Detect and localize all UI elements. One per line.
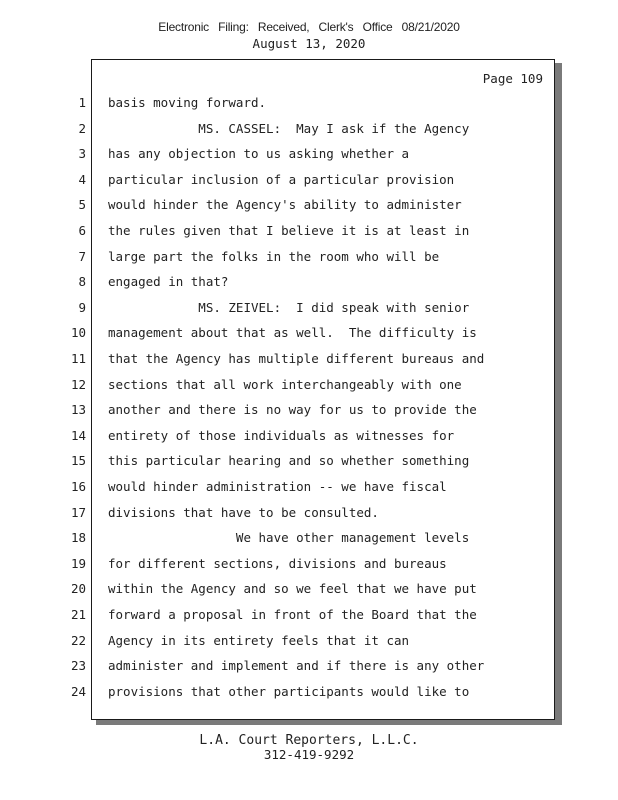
line-number: 22 <box>70 633 86 648</box>
line-text: within the Agency and so we feel that we have put <box>108 581 477 596</box>
line-number: 12 <box>70 377 86 392</box>
line-text: another and there is no way for us to provide the <box>108 402 477 417</box>
page-number: Page 109 <box>482 71 543 86</box>
line-number: 18 <box>70 530 86 545</box>
line-text: We have other management levels <box>108 530 470 545</box>
line-text: large part the folks in the room who will be <box>108 249 440 264</box>
line-text: particular inclusion of a particular provision <box>108 172 455 187</box>
line-number: 3 <box>78 146 86 161</box>
line-text: the rules given that I believe it is at least in <box>108 223 470 238</box>
line-number: 9 <box>78 300 86 315</box>
line-number: 17 <box>70 505 86 520</box>
line-text: that the Agency has multiple different bureaus and <box>108 351 485 366</box>
line-text: provisions that other participants would like to <box>108 684 470 699</box>
line-number: 7 <box>78 249 86 264</box>
line-text: has any objection to us asking whether a <box>108 146 410 161</box>
line-text: engaged in that? <box>108 274 229 289</box>
line-text: entirety of those individuals as witnesses for <box>108 428 455 443</box>
line-text: Agency in its entirety feels that it can <box>108 633 410 648</box>
line-text: basis moving forward. <box>108 95 267 110</box>
reporter-company: L.A. Court Reporters, L.L.C. <box>199 733 419 748</box>
line-number: 11 <box>70 351 86 366</box>
line-number: 13 <box>70 402 86 417</box>
line-number: 23 <box>70 658 86 673</box>
line-number: 20 <box>70 581 86 596</box>
line-number: 10 <box>70 325 86 340</box>
line-text: MS. CASSEL: May I ask if the Agency <box>108 121 470 136</box>
line-number: 6 <box>78 223 86 238</box>
line-number: 2 <box>78 121 86 136</box>
line-text: for different sections, divisions and bureaus <box>108 556 447 571</box>
line-text: would hinder the Agency's ability to administer <box>108 197 462 212</box>
line-number: 24 <box>70 684 86 699</box>
line-text: divisions that have to be consulted. <box>108 505 379 520</box>
line-text: management about that as well. The difficulty is <box>108 325 477 340</box>
line-number: 16 <box>70 479 86 494</box>
line-number: 19 <box>70 556 86 571</box>
line-number: 14 <box>70 428 86 443</box>
hearing-date: August 13, 2020 <box>252 36 366 51</box>
line-number: 1 <box>78 95 86 110</box>
line-number: 4 <box>78 172 86 187</box>
line-text: MS. ZEIVEL: I did speak with senior <box>108 300 470 315</box>
line-text: would hinder administration -- we have fiscal <box>108 479 447 494</box>
line-text: sections that all work interchangeably with one <box>108 377 462 392</box>
line-number: 5 <box>78 197 86 212</box>
line-number: 15 <box>70 453 86 468</box>
line-text: administer and implement and if there is any other <box>108 658 485 673</box>
line-text: this particular hearing and so whether something <box>108 453 470 468</box>
line-number: 21 <box>70 607 86 622</box>
line-text: forward a proposal in front of the Board that the <box>108 607 477 622</box>
reporter-phone: 312-419-9292 <box>263 747 355 762</box>
line-number: 8 <box>78 274 86 289</box>
filing-stamp: Electronic Filing: Received, Clerk's Office 08/21/2020 <box>158 20 460 34</box>
